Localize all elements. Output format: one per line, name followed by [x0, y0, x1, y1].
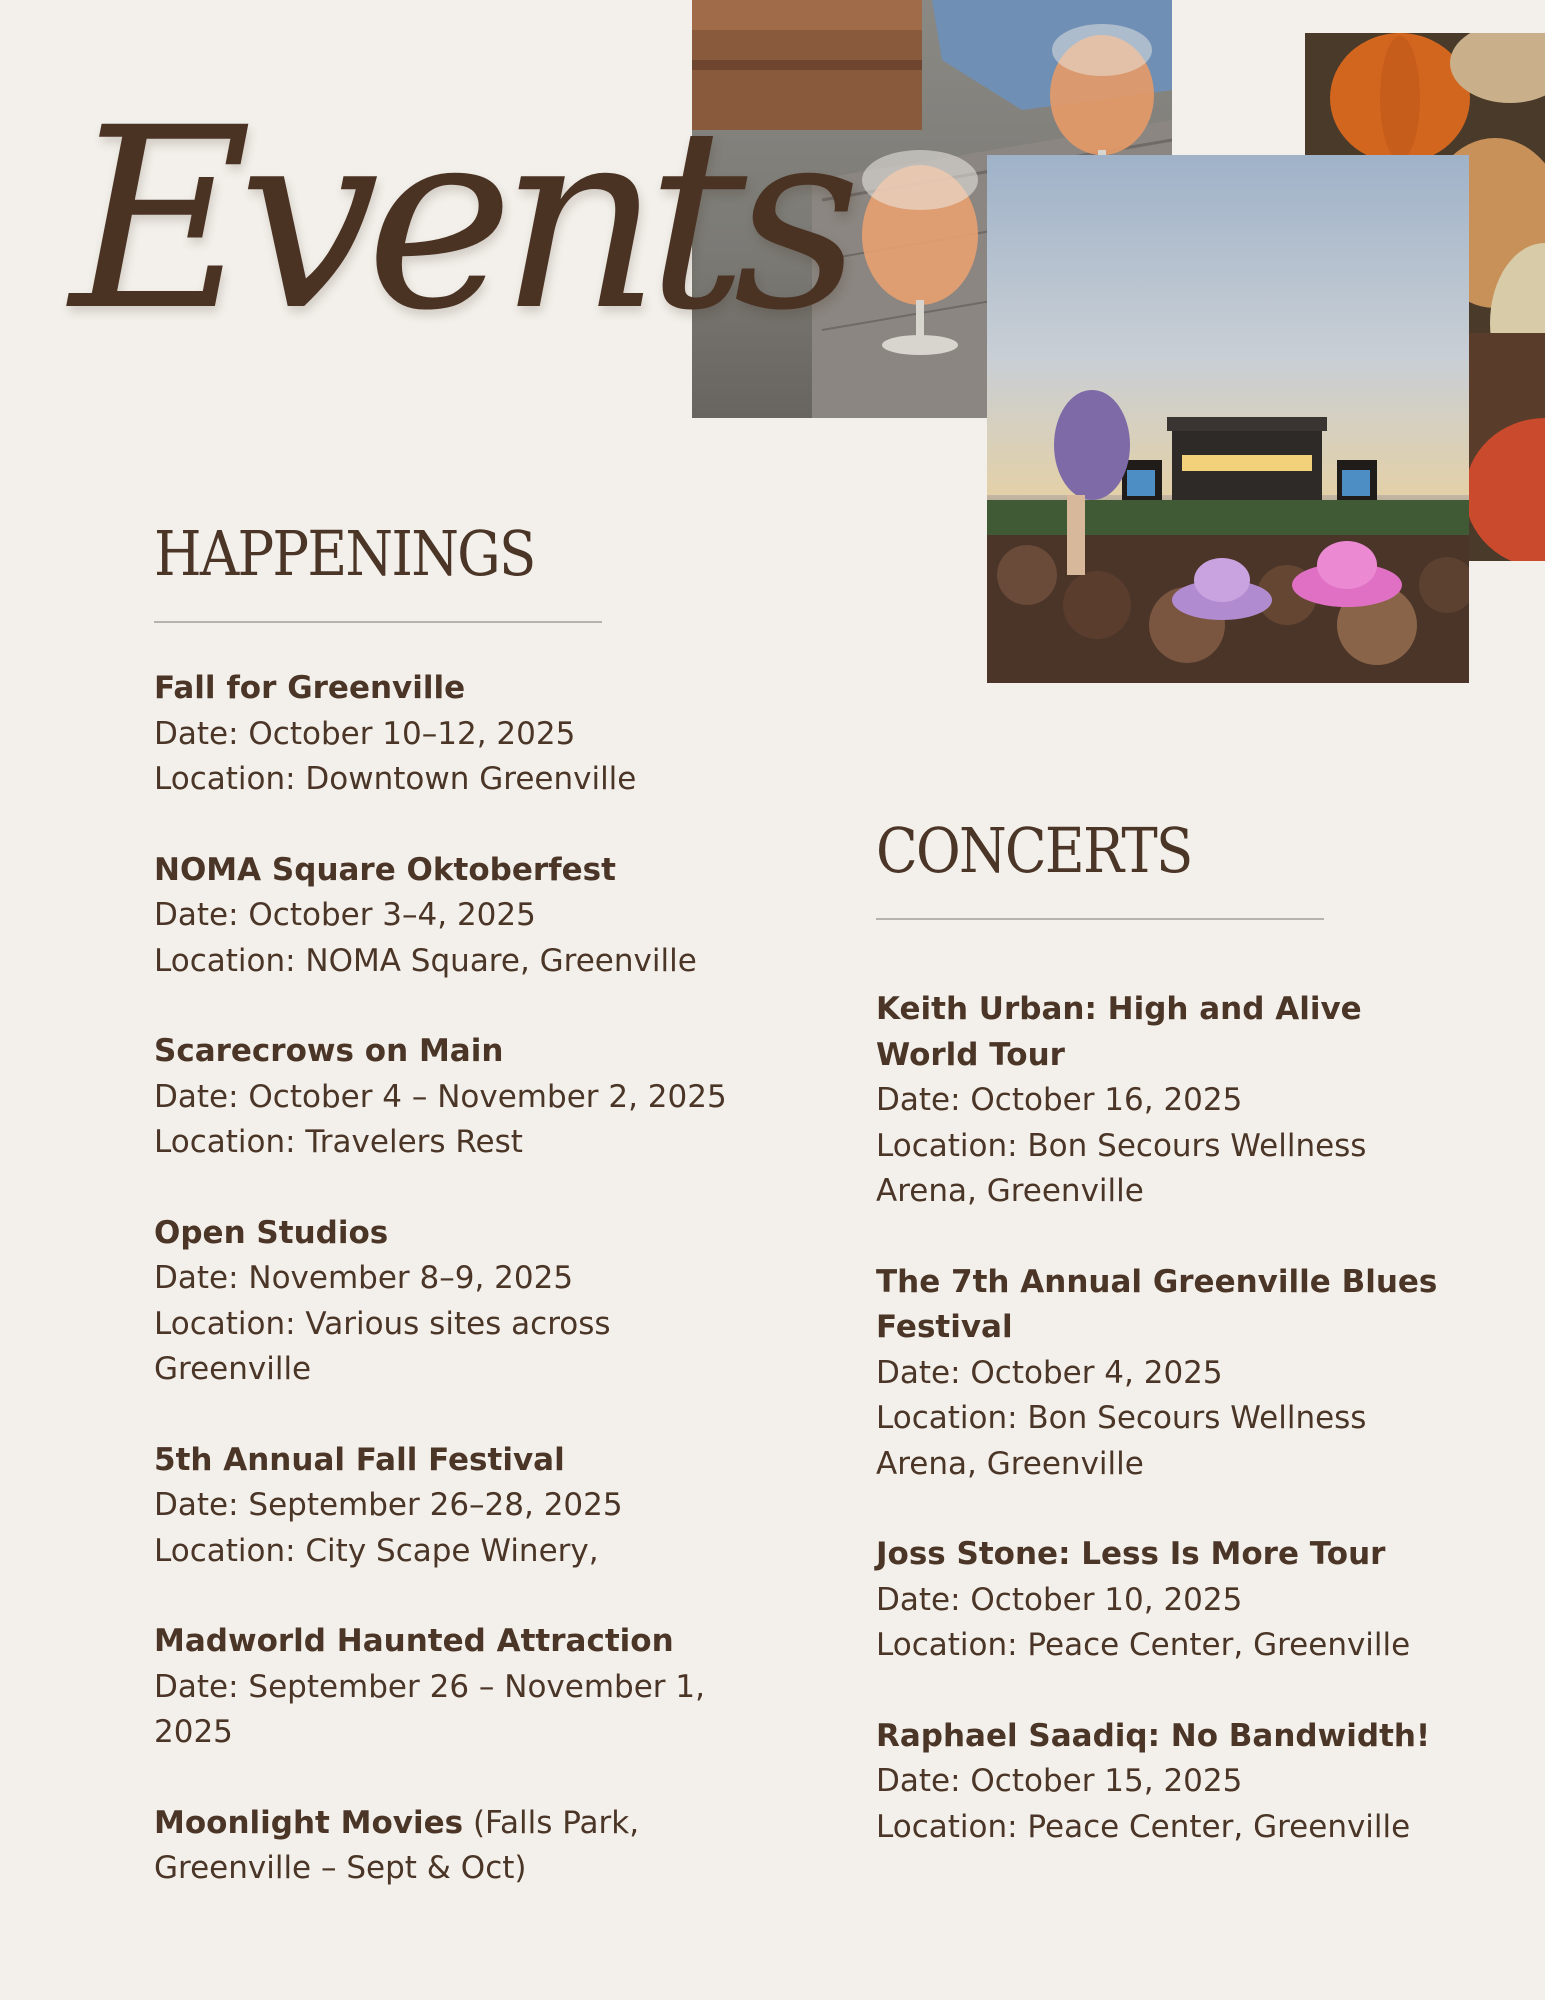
concert-illustration — [987, 155, 1469, 683]
event-name: Raphael Saadiq: No Bandwidth! — [876, 1717, 1431, 1754]
event-location: Location: Downtown Greenville — [154, 761, 637, 797]
event-date: Date: October 4 – November 2, 2025 — [154, 1078, 727, 1115]
event-location: Location: City Scape Winery, — [154, 1532, 599, 1569]
event-date: Date: October 15, 2025 — [876, 1763, 1243, 1799]
list-item — [876, 1532, 1456, 1669]
event-name: NOMA Square Oktoberfest — [154, 851, 616, 888]
list-item — [154, 666, 754, 803]
event-location: Location: Bon Secours Wellness Arena, Greenville — [876, 1127, 1367, 1209]
list-item — [876, 987, 1456, 1215]
event-name: 5th Annual Fall Festival — [154, 1441, 565, 1478]
event-name: The 7th Annual Greenville Blues Festival — [876, 1263, 1438, 1345]
event-location: Location: Bon Secours Wellness Arena, Greenville — [876, 1400, 1367, 1482]
event-location: Location: Peace Center, Greenville — [876, 1808, 1411, 1845]
list-item — [876, 1714, 1456, 1851]
event-location: Location: Peace Center, Greenville — [876, 1627, 1411, 1663]
event-date: Date: October 16, 2025 — [876, 1082, 1243, 1118]
page-title: Events — [70, 74, 848, 365]
concert-photo — [987, 155, 1469, 683]
concerts-divider — [876, 918, 1324, 920]
event-date: Date: September 26 – November 1, 2025 — [154, 1668, 705, 1750]
concerts-heading: CONCERTS — [876, 814, 1192, 887]
happenings-list — [154, 666, 754, 1937]
happenings-divider — [154, 621, 602, 623]
list-item — [154, 1211, 664, 1393]
event-date: Date: October 10–12, 2025 — [154, 715, 576, 752]
list-item — [876, 1260, 1456, 1488]
event-name: Joss Stone: Less Is More Tour — [876, 1536, 1386, 1572]
list-item — [154, 1801, 674, 1892]
event-location: Location: Travelers Rest — [154, 1124, 523, 1160]
list-item — [154, 1619, 734, 1756]
event-location: Location: NOMA Square, Greenville — [154, 942, 697, 979]
event-name: Open Studios — [154, 1214, 389, 1251]
event-name: Madworld Haunted Attraction — [154, 1623, 674, 1659]
list-item — [154, 848, 754, 985]
event-date: Date: November 8–9, 2025 — [154, 1260, 574, 1296]
list-item — [154, 1438, 754, 1575]
event-name: Moonlight Movies — [154, 1804, 464, 1841]
happenings-heading: HAPPENINGS — [154, 517, 535, 590]
list-item — [154, 1029, 754, 1166]
event-date: Date: October 4, 2025 — [876, 1354, 1223, 1391]
event-date: Date: September 26–28, 2025 — [154, 1487, 623, 1523]
event-date: Date: October 3–4, 2025 — [154, 897, 536, 933]
event-name: Scarecrows on Main — [154, 1033, 504, 1069]
event-name: Fall for Greenville — [154, 670, 466, 706]
concerts-list — [876, 987, 1456, 1895]
event-name: Keith Urban: High and Alive World Tour — [876, 991, 1362, 1073]
event-detail: (Falls Park, Greenville – Sept & Oct) — [154, 1804, 640, 1886]
event-date: Date: October 10, 2025 — [876, 1581, 1243, 1618]
event-location: Location: Various sites across Greenville — [154, 1305, 611, 1387]
